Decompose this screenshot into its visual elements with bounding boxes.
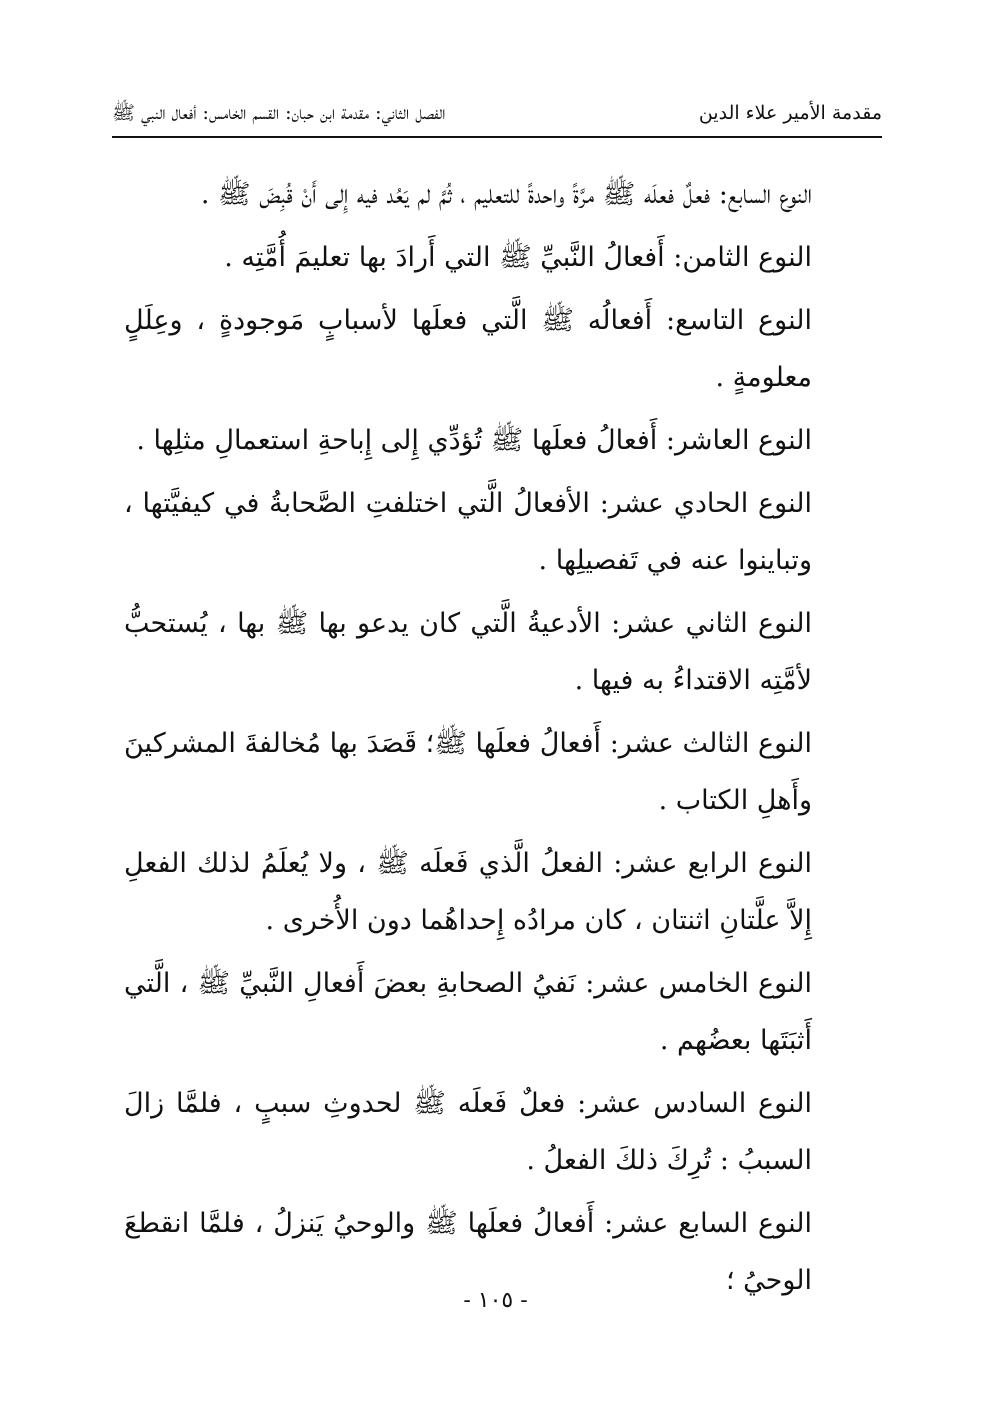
paragraph-label: النوع العاشر: [665,425,812,456]
paragraph-type-9 [124,292,812,406]
paragraph-text: أَفعالُ فعلَها ﷺ تُؤدِّي إِلى إِباحةِ استعمالِ مثلِها . [136,425,666,456]
paragraph-label: النوع الحادي عشر: [599,488,812,519]
paragraph-text: الفعلُ الَّذي فَعلَه ﷺ ، ولا يُعلَمُ لذلك الفعلِ إِلاَّ علَّتانِ اثنتان ، كان مرادُه إِحداهُما دون الأُخرى . [124,848,812,936]
paragraph-text: أَفعالُ فعلَها ﷺ والوحيُ يَنزلُ ، فلمَّا انقطعَ الوحيُ ؛ [124,1208,812,1296]
paragraph-label: النوع السابع: [718,179,812,210]
paragraph-text: فعلٌ فَعلَه ﷺ لحدوثِ سببٍ ، فلمَّا زالَ السببُ : تُرِكَ ذلكَ الفعلُ . [124,1088,812,1176]
paragraph-type-12 [124,595,812,709]
paragraph-text: أَفعالُ النَّبيِّ ﷺ التي أَرادَ بها تعليمَ أُمَّتِه . [224,242,674,273]
paragraph-text: أَفعالُ فعلَها ﷺ؛ قَصَدَ بها مُخالفةَ المشركينَ وأَهلِ الكتاب . [124,728,812,816]
paragraph-type-10 [124,412,812,469]
paragraph-type-7 [124,166,812,223]
page-number: - ١٠٥ - [463,1288,528,1313]
paragraph-label: النوع التاسع: [666,305,812,336]
paragraph-text: الأدعيةُ الَّتي كان يدعو بها ﷺ بها ، يُستحبُّ لأمَّتِه الاقتداءُ به فيها . [124,608,812,696]
book-title: مقدمة الأمير علاء الدين [698,102,882,124]
running-header [112,96,882,130]
paragraph-text: أَفعالُه ﷺ الَّتي فعلَها لأسبابٍ مَوجودةٍ ، وعِلَلٍ معلومةٍ . [124,305,812,393]
paragraph-label: النوع السابع عشر: [604,1208,812,1239]
paragraph-label: النوع الخامس عشر: [585,968,812,999]
paragraph-label: النوع السادس عشر: [577,1088,812,1119]
paragraph-label: النوع الثاني عشر: [611,608,812,639]
paragraph-label: النوع الثالث عشر: [609,728,812,759]
paragraph-type-15 [124,955,812,1069]
header-divider [112,136,882,138]
chapter-title: الفصل الثاني: مقدمة ابن حبان: القسم الخامس: أفعال النبي ﷺ [112,102,446,124]
paragraph-label: النوع الثامن: [673,242,812,273]
paragraph-type-16 [124,1075,812,1189]
paragraph-text: نَفيُ الصحابةِ بعضَ أَفعالِ النَّبيِّ ﷺ ، الَّتي أَثبَتَها بعضُهم . [124,968,812,1056]
paragraph-type-11 [124,475,812,589]
paragraph-type-13 [124,715,812,829]
body-text [124,166,812,1315]
paragraph-text: فعلٌ فعلَه ﷺ مرَّةً واحدةً للتعليم ، ثُمَّ لم يَعُد فيه إِلى أَنْ قُبِضَ ﷺ . [200,179,719,210]
paragraph-type-8 [124,229,812,286]
paragraph-text: الأفعالُ الَّتي اختلفتِ الصَّحابةُ في كيفيَّتها ، وتباينوا عنه في تَفصيلِها . [124,488,812,576]
paragraph-type-14 [124,835,812,949]
paragraph-label: النوع الرابع عشر: [613,848,812,879]
